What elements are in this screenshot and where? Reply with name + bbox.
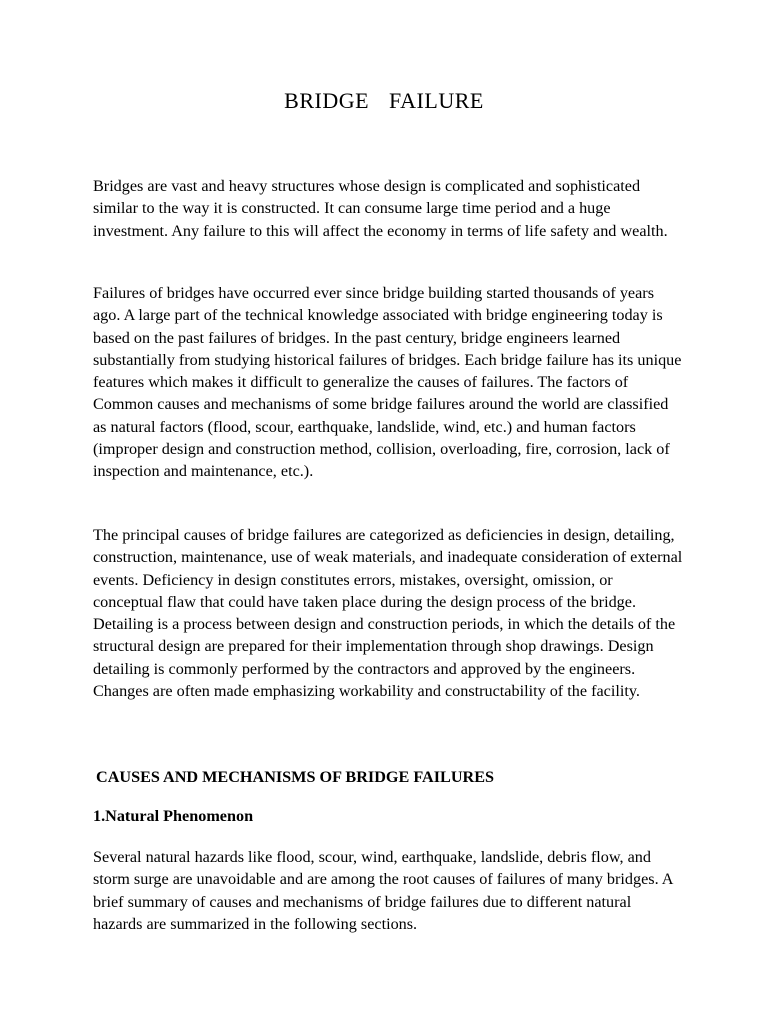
- principal-causes-paragraph: The principal causes of bridge failures are categorized as deficiencies in design, detailing, construction, maintenance, use of weak materials, and inadequate consideration of external events. Deficiency in design constitutes errors, mistakes, oversight, omission, or conceptual flaw that could have taken place during the design process of the bridge. Detailing is a process between design and construction periods, in which the details of the structural design are prepared for their implementation through shop drawings. Design detailing is commonly performed by the contractors and approved by the engineers. Changes are often made emphasizing workability and constructability of the facility.: [93, 526, 683, 701]
- natural-hazards-paragraph: Several natural hazards like flood, scour, wind, earthquake, landslide, debris flow, and storm surge are unavoidable and are among the root causes of failures of many bridges. A brief summary of causes and mechanisms of bridge failures due to different natural hazards are summarized in the following sections.: [93, 848, 673, 933]
- section-heading-causes: CAUSES AND MECHANISMS OF BRIDGE FAILURES: [96, 768, 494, 786]
- intro-paragraph: Bridges are vast and heavy structures whose design is complicated and sophisticated similar to the way it is constructed. It can consume large time period and a huge investment. Any failure to this will affect the economy in terms of life safety and wealth.: [93, 177, 668, 240]
- document-title: BRIDGE FAILURE: [284, 88, 484, 113]
- subsection-heading-natural: 1.Natural Phenomenon: [93, 807, 254, 825]
- history-paragraph: Failures of bridges have occurred ever since bridge building started thousands of years ago. A large part of the technical knowledge associated with bridge engineering today is based on the past failures of bridges. In the past century, bridge engineers learned substantially from studying historical failures of bridges. Each bridge failure has its unique features which makes it difficult to generalize the causes of failures. The factors of Common causes and mechanisms of some bridge failures around the world are classified as natural factors (flood, scour, earthquake, landslide, wind, etc.) and human factors (improper design and construction method, collision, overloading, fire, corrosion, lack of inspection and maintenance, etc.).: [93, 284, 682, 481]
